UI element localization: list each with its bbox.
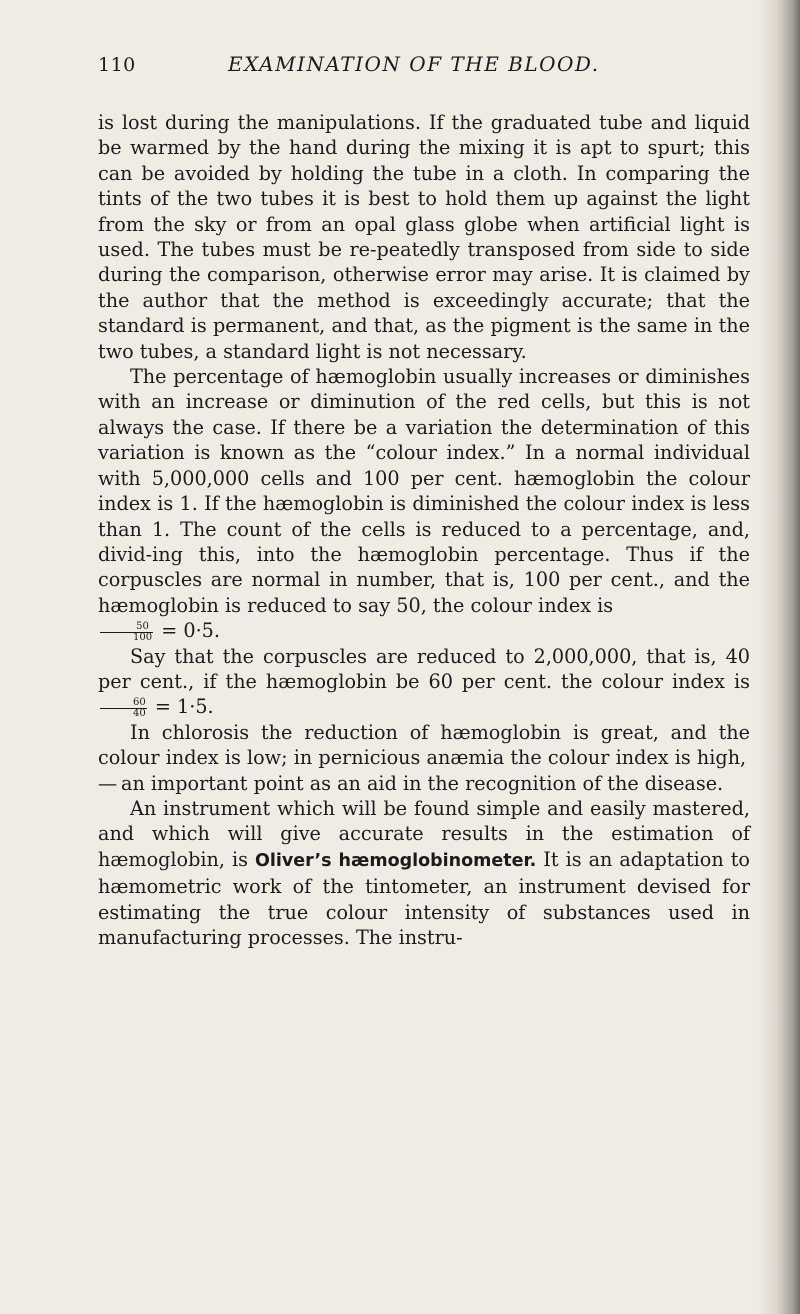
fraction-denominator: 40 xyxy=(133,707,146,719)
paragraph-reduced-corpuscles-text: Say that the corpuscles are reduced to 2,000,000, that is, 40 per cent., if the hæmoglobin be 60 per cent. the colour index is xyxy=(98,644,750,693)
paragraph-continued: is lost during the manipulations. If the graduated tube and liquid be warmed by the hand during the mixing it is apt to spurt; this can be avoided by holding the tube in a cloth. In comparing the tints of the two tubes it is best to hold them up against the light from the sky or from an opal glass globe when artificial light is used. The tubes must be re-peatedly transposed from side to side during the comparison, otherwise error may arise. It is claimed by the author that the method is exceedingly accurate; that the standard is permanent, and that, as the pigment is the same in the two tubes, a standard light is not necessary. xyxy=(98,111,750,363)
running-title: EXAMINATION OF THE BLOOD. xyxy=(228,52,600,76)
paragraph-instrument-continued: It is an adaptation to hæmometric work of the tintometer, an instrument devised for estimating the true colour intensity of substances used in manufacturing processes. The instru- xyxy=(98,847,750,949)
paragraph-colour-index xyxy=(98,364,750,643)
fraction-sixty-forty xyxy=(100,698,147,719)
fraction-result: = 0·5. xyxy=(161,619,220,643)
paragraph-colour-index-text: The percentage of hæmoglobin usually increases or diminishes with an increase or diminution of the red cells, but this is not always the case. If there be a variation the determination of this variation is known as the “colour index.” In a normal individual with 5,000,000 cells and 100 per cent. hæmoglobin the colour index is 1. If the hæmoglobin is diminished the colour index is less than 1. The count of the cells is reduced to a percentage, and, divid-ing this, into the hæmoglobin percentage. Thus if the corpuscles are normal in number, that is, 100 per cent., and the hæmoglobin is reduced to say 50, the colour index is xyxy=(98,365,750,617)
fraction-numerator: 60 xyxy=(100,698,147,709)
paragraph-instrument-text: An instrument which will be found simple and easily mastered, and which will give accurate results in the estimation of hæmoglobin, is xyxy=(98,796,750,871)
paragraph-instrument xyxy=(98,796,750,950)
instrument-name: Oliver’s hæmoglobinometer. xyxy=(254,850,537,871)
fraction-fifty-hundred xyxy=(100,622,153,643)
page-header xyxy=(98,52,738,84)
body-text xyxy=(98,110,750,950)
paragraph-chlorosis: In chlorosis the reduction of hæmoglobin is great, and the colour index is low; in pernicious anæmia the colour index is high, — an important point as an aid in the recognition of the disease. xyxy=(98,720,750,795)
fraction-result: = 1·5. xyxy=(154,695,214,719)
page-gutter-shadow xyxy=(758,0,800,1314)
page-number: 110 xyxy=(98,54,136,76)
fraction-denominator: 100 xyxy=(133,631,153,643)
paragraph-reduced-corpuscles xyxy=(98,644,750,720)
fraction-numerator: 50 xyxy=(100,622,153,633)
